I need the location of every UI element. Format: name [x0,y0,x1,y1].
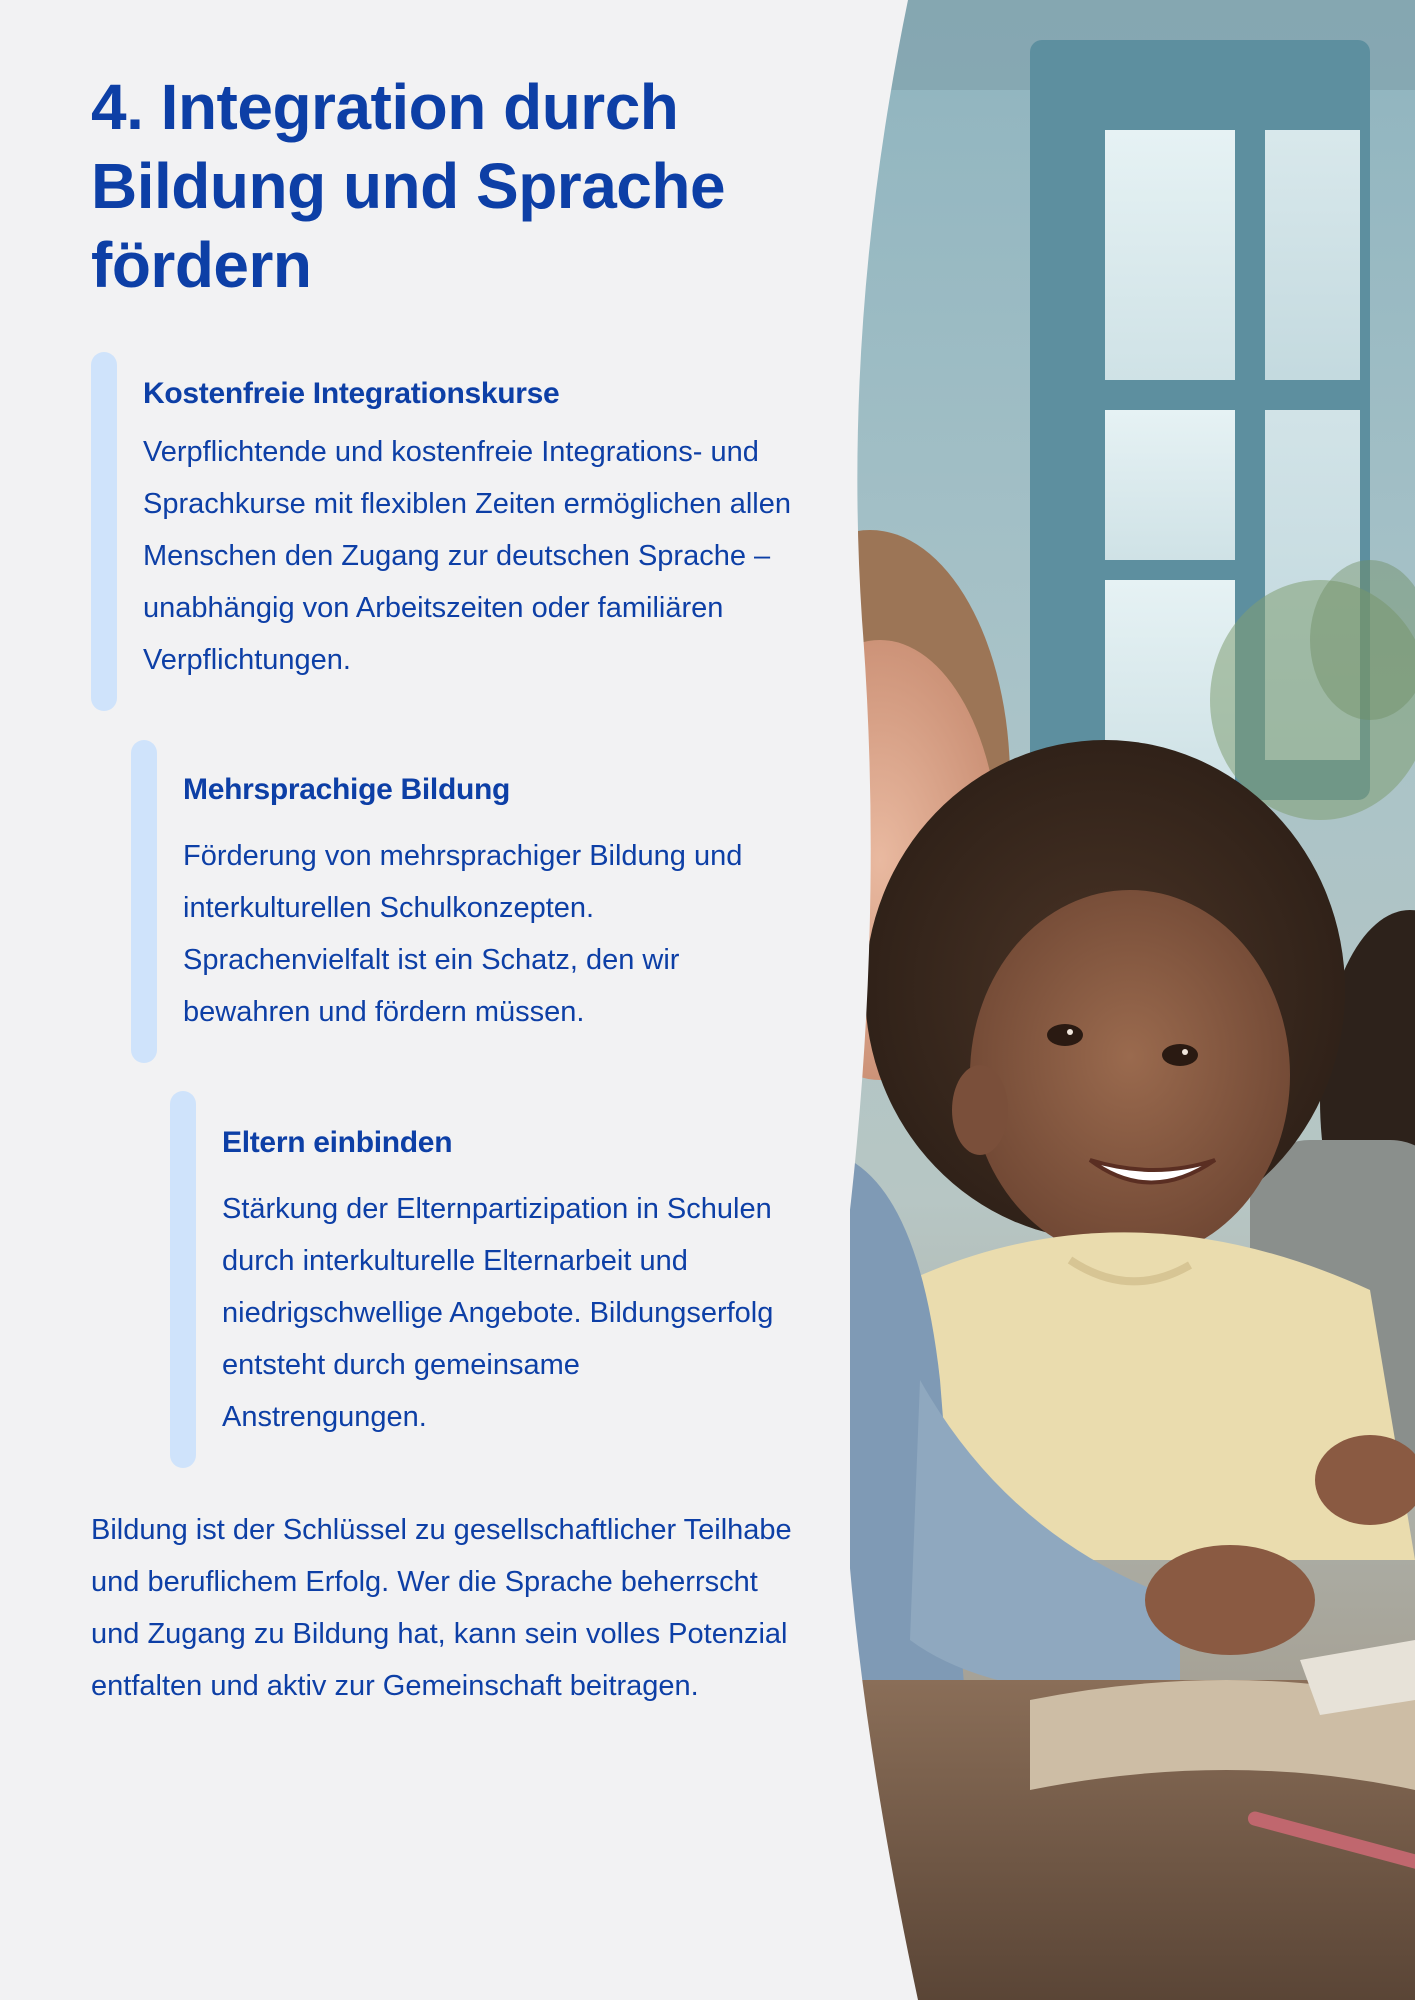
section-text: Förderung von mehrsprachiger Bildung und interkulturellen Schulkonzepten. Sprachenvielfalt ist ein Schatz, den wir bewahren und fördern müssen. [183,840,743,1028]
section-text: Verpflichtende und kostenfreie Integrations- und Sprachkurse mit flexiblen Zeiten ermöglichen allen Menschen den Zugang zur deutschen Sprache – unabhängig von Arbeitszeiten oder familiären Verpflichtungen. [143,436,791,676]
accent-bar [131,740,157,1063]
accent-bar [91,352,117,711]
content-column [91,68,791,1712]
summary-paragraph: Bildung ist der Schlüssel zu gesellschaftlicher Teilhabe und beruflichem Erfolg. Wer die Sprache beherrscht und Zugang zu Bildung hat, kann sein volles Potenzial entfalten und aktiv zur Gemeinschaft beitragen. [91,1514,792,1702]
accent-bar [170,1091,196,1468]
section-mehrsprachige-bildung [131,740,791,1063]
section-integrationskurse [91,352,791,711]
classroom-photo-illustration [850,0,1415,2000]
page-title: 4. Integration durch Bildung und Sprache fördern [91,71,726,301]
section-title: Eltern einbinden [222,1126,453,1159]
section-title: Kostenfreie Integrationskurse [143,377,560,410]
classroom-photo [850,0,1415,2000]
section-title: Mehrsprachige Bildung [183,773,511,806]
section-eltern-einbinden [170,1091,790,1468]
section-text: Stärkung der Elternpartizipation in Schulen durch interkulturelle Elternarbeit und niedrigschwellige Angebote. Bildungserfolg entsteht durch gemeinsame Anstrengungen. [222,1193,774,1433]
